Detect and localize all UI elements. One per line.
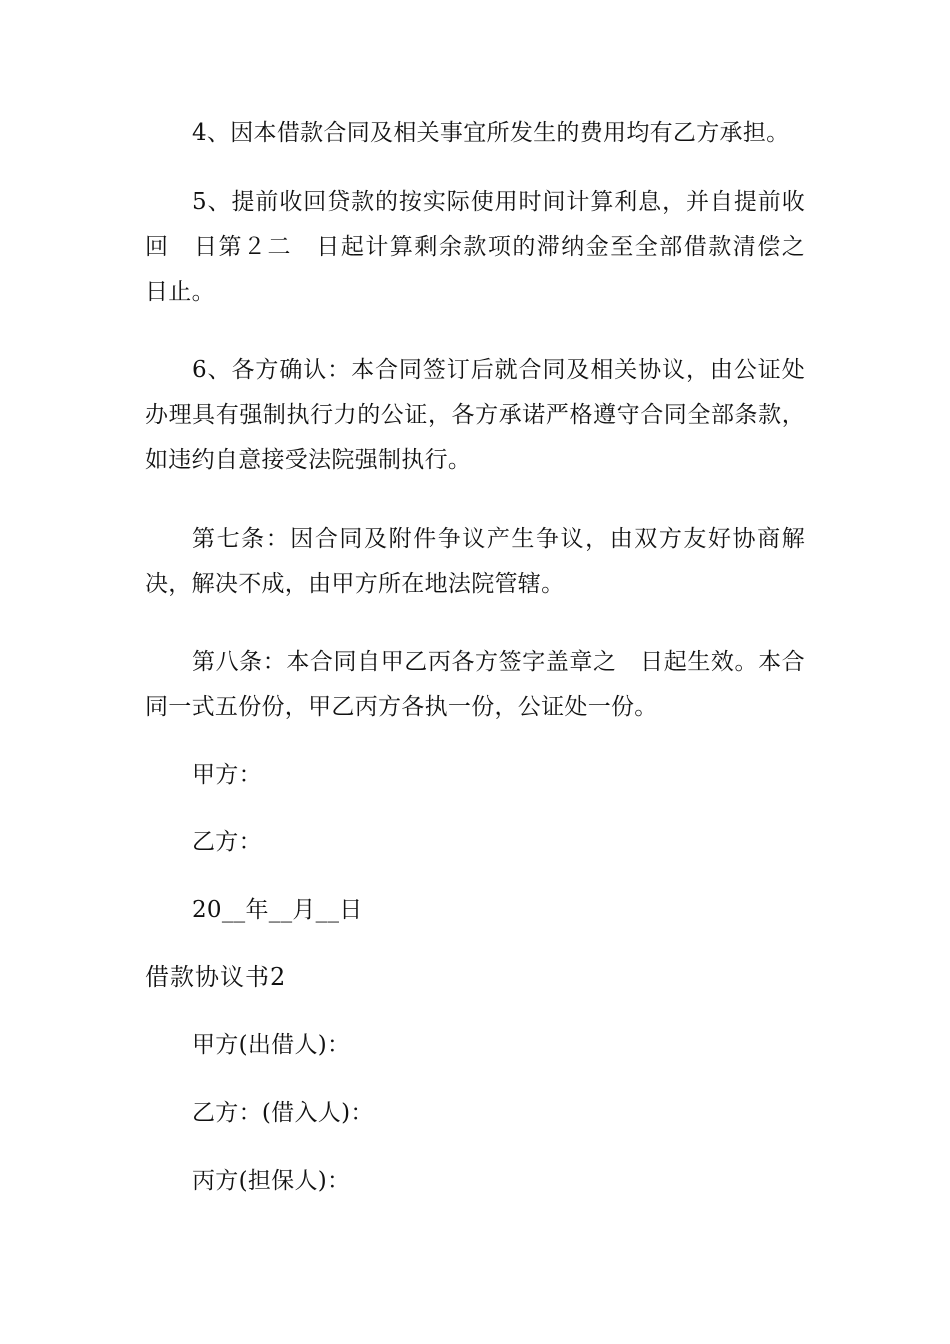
- clause-5: 5、提前收回贷款的按实际使用时间计算利息，并自提前收回 日第２二 日起计算剩余款项的滞纳金至全部借款清偿之 日止。: [145, 189, 829, 305]
- signature-date: 20__年__月__日: [192, 897, 363, 923]
- party-guarantor: 丙方(担保人)：: [192, 1168, 351, 1194]
- party-lender: 甲方(出借人)：: [192, 1032, 351, 1058]
- party-borrower: 乙方：(借入人)：: [192, 1100, 374, 1126]
- article-8: 第八条：本合同自甲乙丙各方签字盖章之 日起生效。本合同一式五份份，甲乙丙方各执一份，公证处一份。: [145, 649, 805, 720]
- clause-6: 6、各方确认：本合同签订后就合同及相关协议，由公证处办理具有强制执行力的公证，各方承诺严格遵守合同全部条款，如违约自意接受法院强制执行。: [145, 357, 805, 473]
- section-title: 借款协议书2: [145, 963, 287, 991]
- clause-4: 4、因本借款合同及相关事宜所发生的费用均有乙方承担。: [192, 120, 790, 146]
- article-7: 第七条：因合同及附件争议产生争议，由双方友好协商解决，解决不成，由甲方所在地法院管辖。: [145, 526, 805, 597]
- signature-party-a: 甲方：: [192, 762, 262, 788]
- signature-party-b: 乙方：: [192, 829, 262, 855]
